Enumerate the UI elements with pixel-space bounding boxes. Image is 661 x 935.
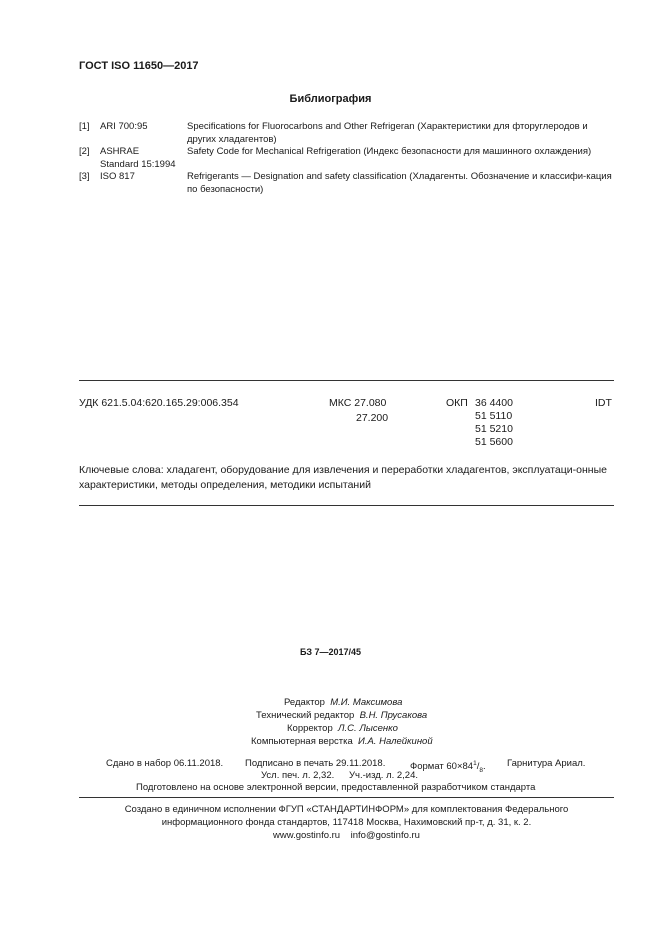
credit-tech-editor (256, 709, 427, 722)
divider-keywords (79, 505, 614, 506)
ref-number: [2] (79, 146, 90, 157)
format-prefix: Формат 60×84 (410, 761, 474, 773)
udk-code: УДК 621.5.04:620.165.29:006.354 (79, 397, 239, 409)
okp-value: 51 5600 (475, 436, 513, 448)
ref-number: [3] (79, 171, 90, 182)
credit-name: М.И. Максимова (330, 697, 403, 708)
format-sub: 8 (479, 767, 483, 775)
email-link[interactable]: info@gostinfo.ru (350, 830, 420, 841)
credit-name: В.Н. Прусакова (359, 710, 428, 721)
divider-top (79, 380, 614, 381)
credit-role: Технический редактор (256, 710, 355, 721)
ref-code: ARI 700:95 (100, 121, 148, 132)
typeface: Гарнитура Ариал. (507, 758, 586, 769)
okp-label: ОКП (446, 397, 468, 409)
pub-sheets: Уч.-изд. л. 2,24. (349, 770, 419, 781)
credit-name: И.А. Налейкиной (358, 736, 433, 747)
okp-value: 51 5210 (475, 423, 513, 435)
credit-name: Л.С. Лысенко (338, 723, 398, 734)
mks-code-2: 27.200 (356, 412, 389, 424)
keywords: Ключевые слова: хладагент, оборудование для извлечения и переработки хладагентов, эксплуатаци-онные характеристики, методы определения, методики испытаний (79, 464, 607, 491)
divider-footer (79, 797, 614, 798)
prepared-note: Подготовлено на основе электронной версии, предоставленной разработчиком стандарта (136, 782, 536, 793)
format-suffix: . (482, 761, 486, 773)
bibliography-entry-2 (0, 146, 661, 172)
footer-line-1: Создано в единичном исполнении ФГУП «СТАНДАРТИНФОРМ» для комплектования Федерального (124, 804, 569, 815)
bibliography-entry-3 (0, 171, 661, 197)
credit-role: Компьютерная верстка (251, 736, 353, 747)
footer-contacts (79, 829, 614, 842)
ref-title: Specifications for Fluorocarbons and Other Refrigeran (Характеристики для фторуглеродов и других хладагентов) (187, 121, 588, 145)
ref-code: ISO 817 (100, 171, 135, 182)
okp-value: 36 4400 (475, 397, 513, 409)
print-sheets: Усл. печ. л. 2,32. (261, 770, 335, 781)
ref-title: Refrigerants — Designation and safety classification (Хладагенты. Обозначение и классифи-кация по безопасности) (187, 171, 612, 195)
signed-date: Подписано в печать 29.11.2018. (245, 758, 386, 769)
okp-value: 51 5110 (475, 410, 513, 422)
credit-proofreader (287, 722, 398, 735)
credit-layout (251, 735, 433, 748)
credit-role: Редактор (284, 697, 325, 708)
website-link[interactable]: www.gostinfo.ru (273, 830, 341, 841)
standard-code: ГОСТ ISO 11650—2017 (79, 60, 199, 72)
bibliography-title: Библиография (289, 93, 372, 105)
mks-code: МКС 27.080 (329, 397, 387, 409)
format-sup: 1 (473, 760, 477, 767)
bibliography-entry-1 (0, 121, 661, 147)
ref-number: [1] (79, 121, 90, 132)
footer-line-2: информационного фонда стандартов, 117418 Москва, Нахимовский пр-т, д. 31, к. 2. (161, 817, 532, 828)
submitted-date: Сдано в набор 06.11.2018. (106, 758, 224, 769)
idt-label: IDT (595, 397, 612, 409)
credit-editor (284, 696, 402, 709)
print-format: Формат $60\times 84^1/_8$. (410, 760, 486, 775)
bz-code: БЗ 7—2017/45 (299, 647, 362, 657)
ref-title: Safety Code for Mechanical Refrigeration (Индекс безопасности для машинного охлаждения) (187, 146, 592, 157)
ref-code: ASHRAE Standard 15:1994 (100, 146, 176, 170)
credit-role: Корректор (287, 723, 333, 734)
